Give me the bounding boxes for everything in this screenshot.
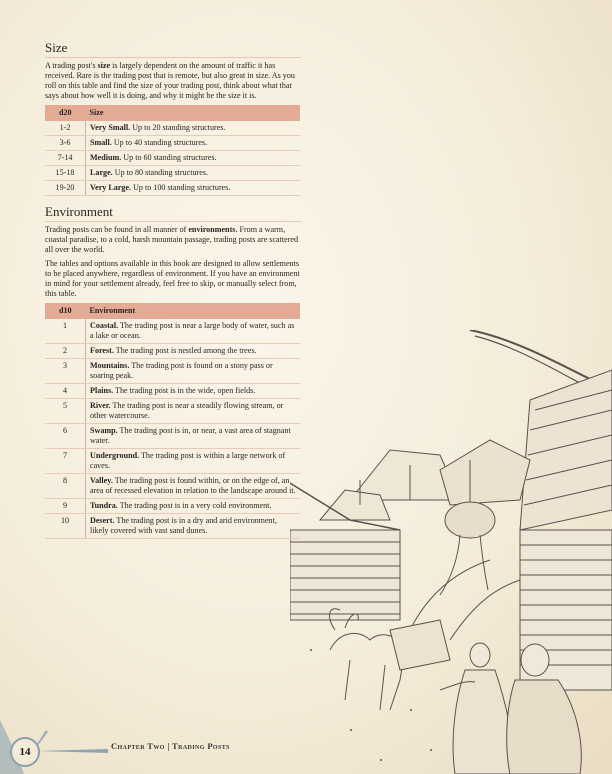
environment-result-desc: The trading post is found within, or on the edge of, an area of recessed elevation in relation to the landscape around it. <box>90 476 296 495</box>
environment-roll-cell: 7 <box>45 449 86 474</box>
size-intro <box>45 61 301 101</box>
environment-roll-cell: 5 <box>45 399 86 424</box>
environment-row <box>45 449 300 474</box>
environment-result-name: Forest. <box>90 346 114 355</box>
env-intro-text-1: Trading posts can be found in all manner of <box>45 225 189 234</box>
environment-roll-cell: 4 <box>45 384 86 399</box>
size-result-desc: Up to 60 standing structures. <box>121 153 217 162</box>
environment-result-name: Coastal. <box>90 321 119 330</box>
size-intro-bold: size <box>97 61 111 70</box>
env-intro-text-2: . From a warm, coastal paradise, to a cold, harsh mountain passage, trading posts are scattered all over the world. <box>45 225 299 254</box>
env-intro-bold: environments <box>188 225 236 234</box>
size-roll-cell: 7-14 <box>45 151 86 166</box>
size-roll-cell: 1-2 <box>45 121 86 136</box>
size-col-roll: d20 <box>45 105 86 121</box>
size-result-desc: Up to 40 standing structures. <box>111 138 208 147</box>
environment-result-desc: The trading post is near a large body of water, such as a lake or ocean. <box>90 321 295 340</box>
environment-result-name: Mountains. <box>90 361 130 370</box>
environment-result-name: Swamp. <box>90 426 118 435</box>
environment-result-name: Valley. <box>90 476 113 485</box>
environment-result-desc: The trading post is found on a stony pass or soaring peak. <box>90 361 273 380</box>
environment-col-roll: d10 <box>45 303 86 319</box>
environment-para2: The tables and options available in this book are designed to allow settlements to be placed anywhere, regardless of environment. If you have an environment in mind for your settlement already, feel free to skip, or manually select from, this table. <box>45 259 300 298</box>
environment-result-name: River. <box>90 401 111 410</box>
size-intro-text-2: is largely dependent on the amount of traffic it has received. Rare is the trading post that is remote, but also great in size. As you roll on this table and find the size of your trading post, think about what that says about how well it is doing, and why it might be the size it is. <box>45 61 295 100</box>
trading-post-illustration <box>290 330 612 774</box>
environment-row <box>45 399 300 424</box>
environment-roll-cell: 3 <box>45 359 86 384</box>
environment-table <box>45 303 300 539</box>
size-result-cell <box>86 136 301 151</box>
size-result-desc: Up to 80 standing structures. <box>112 168 209 177</box>
environment-row <box>45 344 300 359</box>
environment-section <box>45 204 301 539</box>
environment-result-desc: The trading post is in, or near, a vast area of stagnant water. <box>90 426 291 445</box>
size-intro-text-1: A trading post's <box>45 61 98 70</box>
size-row <box>45 181 300 196</box>
environment-result-desc: The trading post is in the wide, open fields. <box>113 386 256 395</box>
environment-result-name: Desert. <box>90 516 115 525</box>
size-table <box>45 105 300 196</box>
footer-ornament <box>0 720 612 774</box>
size-roll-cell: 3-6 <box>45 136 86 151</box>
size-roll-cell: 19-20 <box>45 181 86 196</box>
environment-result-cell <box>86 514 301 539</box>
size-row <box>45 166 300 181</box>
main-column <box>45 40 301 547</box>
environment-result-cell <box>86 424 301 449</box>
size-result-name: Large. <box>90 168 113 177</box>
environment-table-header <box>45 303 300 319</box>
environment-roll-cell: 9 <box>45 499 86 514</box>
environment-table-body <box>45 319 300 539</box>
size-result-desc: Up to 100 standing structures. <box>131 183 231 192</box>
page-number: 14 <box>10 737 40 767</box>
environment-result-desc: The trading post is nestled among the trees. <box>113 346 257 355</box>
environment-result-name: Tundra. <box>90 501 118 510</box>
environment-row <box>45 474 300 499</box>
size-heading: Size <box>45 40 301 58</box>
size-table-body <box>45 121 300 196</box>
environment-result-cell <box>86 499 301 514</box>
environment-row <box>45 359 300 384</box>
size-col-size: Size <box>86 105 301 121</box>
environment-row <box>45 424 300 449</box>
size-result-cell <box>86 151 301 166</box>
environment-row <box>45 319 300 344</box>
environment-result-desc: The trading post is in a very cold environment. <box>117 501 272 510</box>
size-section <box>45 40 301 196</box>
environment-intro <box>45 225 301 255</box>
environment-result-desc: The trading post is near a steadily flowing stream, or other watercourse. <box>90 401 284 420</box>
environment-col-environment: Environment <box>86 303 301 319</box>
size-result-name: Small. <box>90 138 112 147</box>
size-roll-cell: 15-18 <box>45 166 86 181</box>
environment-result-cell <box>86 344 301 359</box>
environment-roll-cell: 6 <box>45 424 86 449</box>
size-result-cell <box>86 121 301 136</box>
chapter-footer: Chapter Two | Trading Posts <box>111 741 230 751</box>
size-result-cell <box>86 166 301 181</box>
environment-result-desc: The trading post is in a dry and arid environment, likely covered with vast sand dunes. <box>90 516 277 535</box>
size-result-name: Medium. <box>90 153 122 162</box>
environment-result-cell <box>86 384 301 399</box>
size-result-cell <box>86 181 301 196</box>
size-result-name: Very Large. <box>90 183 132 192</box>
environment-result-desc: The trading post is within a large network of caves. <box>90 451 286 470</box>
environment-row <box>45 384 300 399</box>
environment-result-name: Underground. <box>90 451 140 460</box>
environment-result-cell <box>86 359 301 384</box>
environment-result-name: Plains. <box>90 386 114 395</box>
size-row <box>45 121 300 136</box>
size-result-desc: Up to 20 standing structures. <box>130 123 226 132</box>
environment-result-cell <box>86 399 301 424</box>
size-table-header <box>45 105 300 121</box>
size-row <box>45 136 300 151</box>
environment-heading: Environment <box>45 204 301 222</box>
environment-row <box>45 499 300 514</box>
environment-roll-cell: 8 <box>45 474 86 499</box>
environment-row <box>45 514 300 539</box>
environment-result-cell <box>86 474 301 499</box>
environment-roll-cell: 2 <box>45 344 86 359</box>
environment-result-cell <box>86 319 301 344</box>
size-result-name: Very Small. <box>90 123 131 132</box>
environment-roll-cell: 1 <box>45 319 86 344</box>
size-row <box>45 151 300 166</box>
environment-roll-cell: 10 <box>45 514 86 539</box>
environment-result-cell <box>86 449 301 474</box>
